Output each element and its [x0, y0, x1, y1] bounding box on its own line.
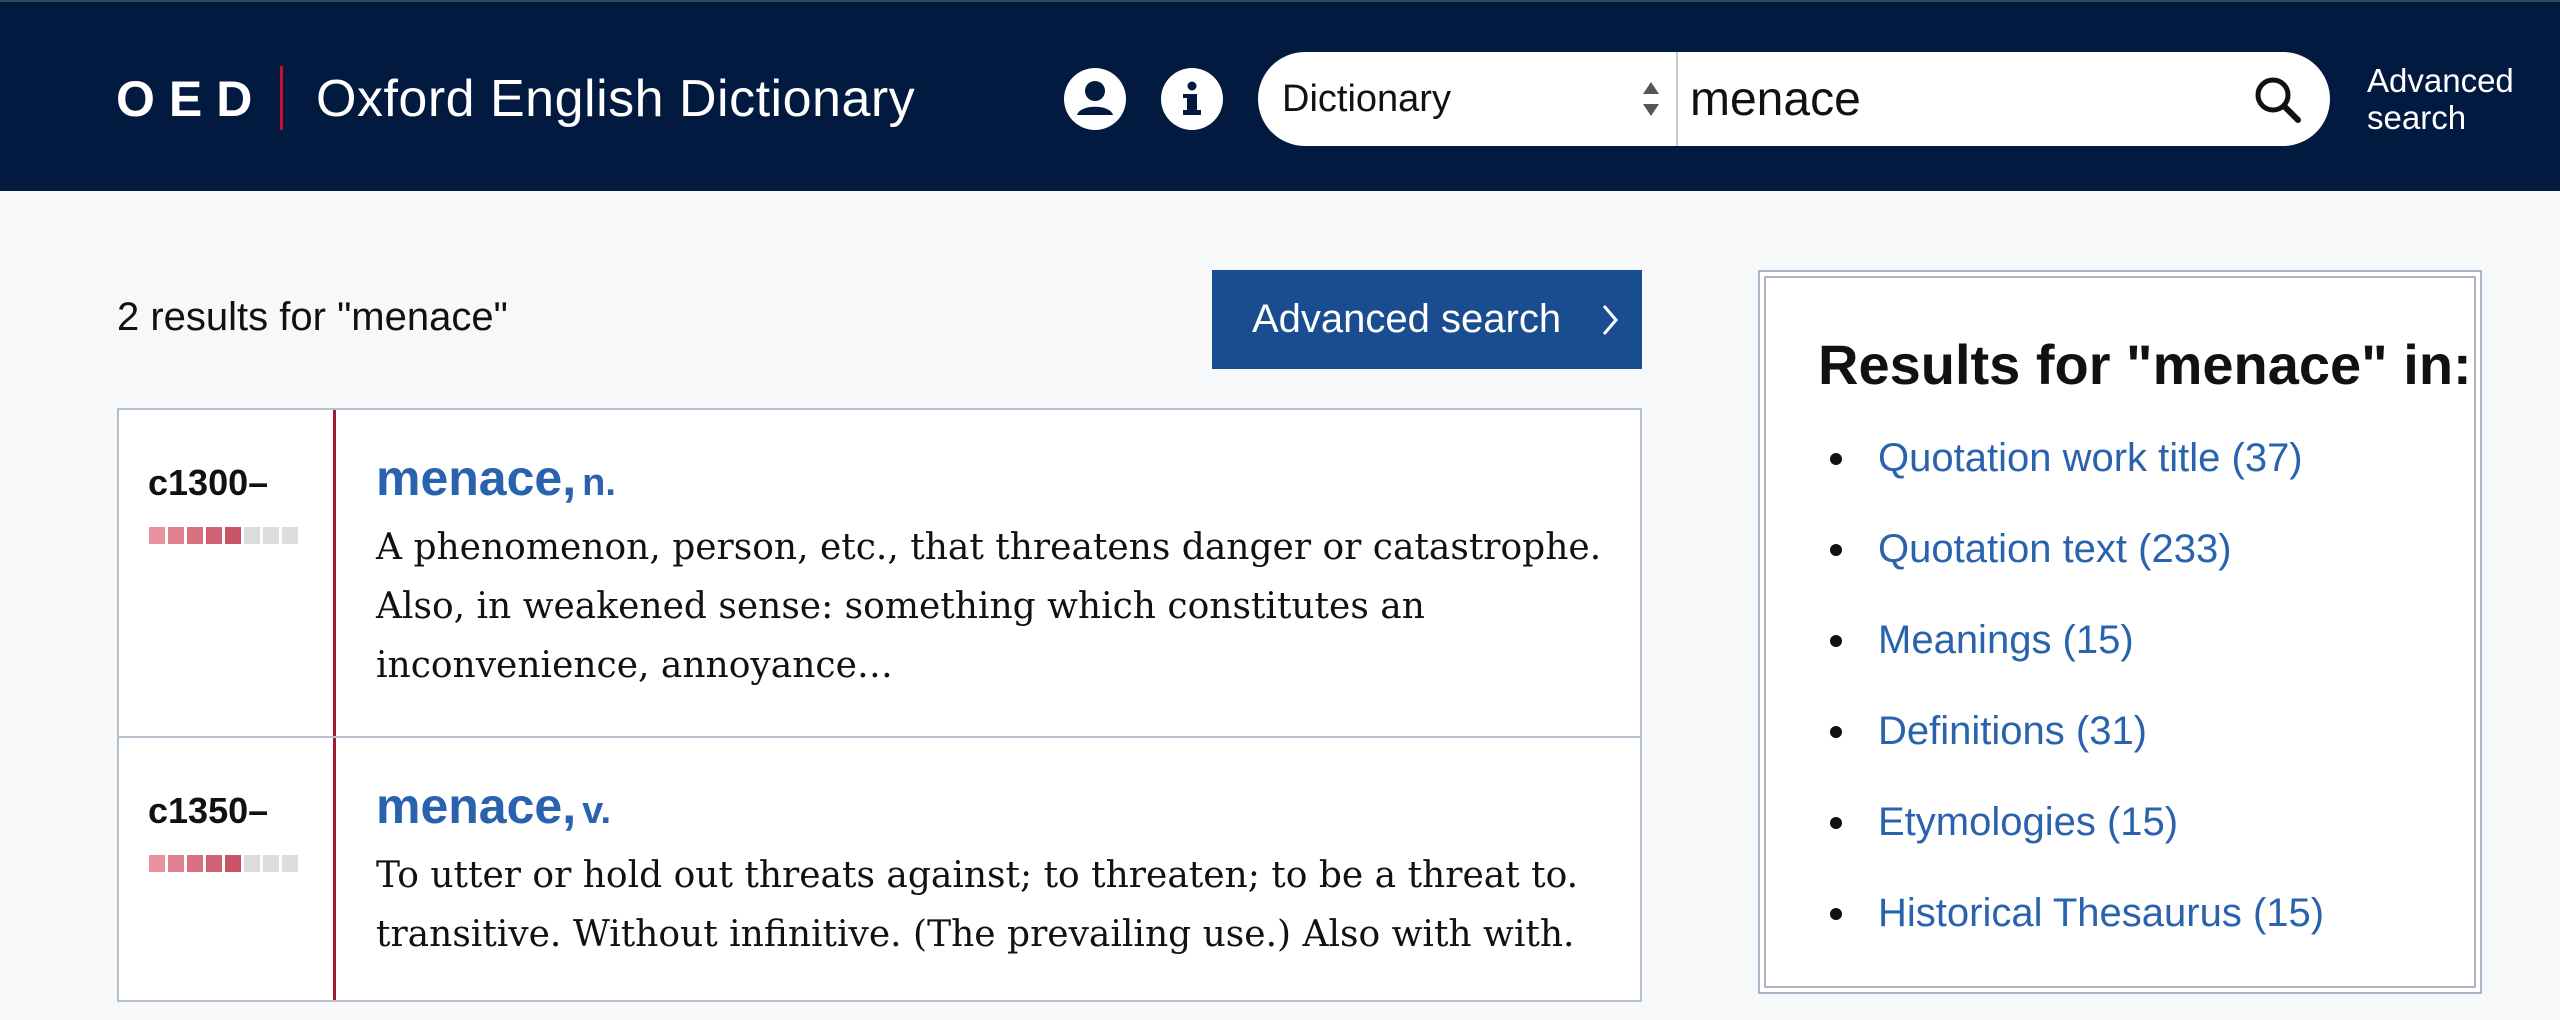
frequency-indicator: [149, 527, 298, 544]
advanced-search-button[interactable]: [1212, 270, 1642, 369]
search-scope-value: Dictionary: [1282, 78, 1451, 120]
advanced-search-link[interactable]: [2367, 62, 2547, 136]
user-icon[interactable]: [1064, 68, 1126, 130]
frequency-square: [206, 855, 222, 872]
bullet: [1830, 817, 1842, 829]
frequency-square: [244, 527, 260, 544]
results-in-panel: [1758, 270, 2482, 994]
frequency-square: [168, 855, 184, 872]
frequency-square: [206, 527, 222, 544]
results-in-link[interactable]: Quotation text (233): [1878, 527, 2232, 571]
frequency-square: [187, 527, 203, 544]
date-column: [119, 738, 336, 1000]
results-in-link[interactable]: Definitions (31): [1878, 709, 2148, 753]
search-input[interactable]: [1690, 60, 2220, 138]
results-in-item[interactable]: [1824, 701, 2324, 792]
results-in-item[interactable]: [1824, 792, 2324, 883]
frequency-square: [282, 527, 298, 544]
results-list: [117, 408, 1642, 1002]
bullet: [1830, 726, 1842, 738]
advanced-search-button-label: Advanced search: [1252, 297, 1562, 341]
search-bar: [1258, 52, 2330, 146]
entry-headword: menace,: [376, 778, 577, 834]
search-divider: [1676, 52, 1678, 146]
frequency-square: [244, 855, 260, 872]
frequency-square: [149, 527, 165, 544]
search-icon[interactable]: [2248, 70, 2308, 130]
frequency-square: [263, 855, 279, 872]
results-count: 2 results for "menace": [117, 295, 508, 339]
results-in-item[interactable]: [1824, 883, 2324, 974]
frequency-square: [225, 855, 241, 872]
entry-definition: To utter or hold out threats against; to threaten; to be a threat to. transitive. Without infinitive. (The prevailing use.) Also with with.: [376, 855, 1579, 955]
frequency-indicator: [149, 855, 298, 872]
result-row: [119, 738, 1640, 1000]
frequency-square: [282, 855, 298, 872]
frequency-square: [225, 527, 241, 544]
results-in-title: Results for "menace" in:: [1818, 333, 2472, 396]
entry-headword-link[interactable]: [376, 776, 611, 849]
site-title[interactable]: Oxford English Dictionary: [316, 70, 916, 128]
entry-headword: menace,: [376, 450, 577, 506]
advanced-search-link-line1: Advanced: [2367, 62, 2514, 99]
frequency-square: [149, 855, 165, 872]
oed-logo[interactable]: OED: [116, 71, 267, 127]
frequency-square: [168, 527, 184, 544]
advanced-search-link-line2: search: [2367, 99, 2467, 136]
bullet: [1830, 908, 1842, 920]
bullet: [1830, 635, 1842, 647]
frequency-square: [187, 855, 203, 872]
info-icon[interactable]: [1161, 68, 1223, 130]
results-in-item[interactable]: [1824, 428, 2324, 519]
top-bar: [0, 0, 2560, 191]
results-in-panel-inner: [1764, 276, 2476, 988]
entry-part-of-speech: n.: [582, 462, 616, 504]
entry-part-of-speech: v.: [582, 790, 611, 832]
results-in-item[interactable]: [1824, 610, 2324, 701]
frequency-square: [263, 527, 279, 544]
bullet: [1830, 544, 1842, 556]
results-in-link[interactable]: Historical Thesaurus (15): [1878, 891, 2325, 935]
search-scope-select[interactable]: [1258, 52, 1676, 146]
result-row: [119, 410, 1640, 738]
results-in-list: [1824, 428, 2324, 974]
bullet: [1830, 453, 1842, 465]
results-in-link[interactable]: Quotation work title (37): [1878, 436, 2303, 480]
logo-divider: [280, 66, 283, 130]
chevron-right-icon: [1600, 303, 1620, 337]
results-in-link[interactable]: Meanings (15): [1878, 618, 2134, 662]
results-in-item[interactable]: [1824, 519, 2324, 610]
entry-date: c1350–: [148, 790, 269, 831]
entry-headword-link[interactable]: [376, 448, 616, 521]
results-in-link[interactable]: Etymologies (15): [1878, 800, 2179, 844]
date-column: [119, 410, 336, 736]
entry-date: c1300–: [148, 462, 269, 503]
entry-definition: A phenomenon, person, etc., that threatens danger or catastrophe. Also, in weakened sense: something which constitutes an inconvenience, annoyance…: [376, 527, 1602, 686]
select-arrows-icon: [1640, 78, 1662, 120]
